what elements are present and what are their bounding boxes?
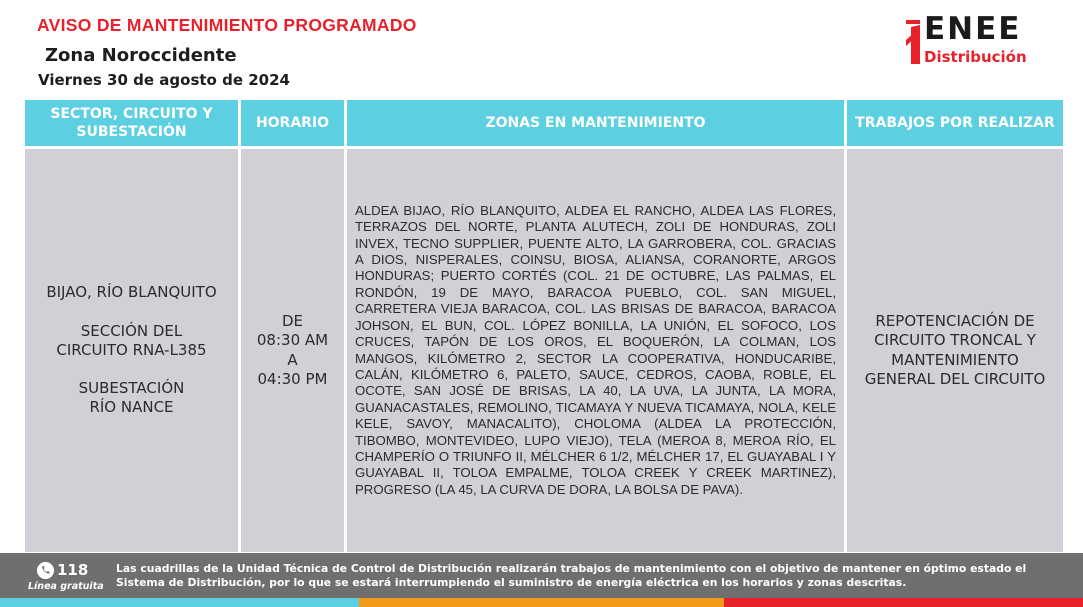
cell-sector xyxy=(25,149,238,552)
footer-bar xyxy=(0,553,1083,598)
horario-a: A xyxy=(287,350,298,369)
stripe-cyan xyxy=(0,598,359,607)
hotline-number: 118 xyxy=(57,561,89,579)
table-row xyxy=(25,149,1063,552)
zonas-list: ALDEA BIJAO, RÍO BLANQUITO, ALDEA EL RANCHO, ALDEA LAS FLORES, TERRAZOS DEL NORTE, PLANTA ALUTECH, ZOLI DE HONDURAS, ZOLI INVEX, TECNO SUPPLIER, PUENTE ALTO, LA GARROBERA, COL. GRACIAS A DIOS, NISPERALES, COINSU, BIOSA, ALIANSA, CORANORTE, ARGOS HONDURAS; PUERTO CORTÉS (COL. 21 DE OCTUBRE, LAS PALMAS, EL RONDÓN, 19 DE MAYO, BARACOA PUEBLO, COL. SAN MIGUEL, CARRETERA VIEJA BARACOA, COL. LAS BRISAS DE BARACOA, BARACOA JOHSON, EL BUN, COL. LÓPEZ BONILLA, LA UNIÓN, EL SOFOCO, LOS CRUCES, TAPÓN DE LOS OROS, EL BOQUERÓN, LA COLMAN, LOS MANGOS, KILÓMETRO 2, SECTOR LA COOPERATIVA, HONDUCARIBE, CALÁN, KILÓMETRO 6, PALETO, SAUCE, CEDROS, CAOBA, ROBLE, EL OCOTE, SAN JOSÉ DE BRISAS, LA 40, LA UVA, LA JUNTA, LA MORA, GUANACASTALES, REMOLINO, TICAMAYA Y NUEVA TICAMAYA, NOLA, KELE KELE, SAVOY, MANACALITO), CHOLOMA (ALDEA LA PROTECCIÓN, TIBOMBO, MONTEVIDEO, LUPO VIEJO), TELA (MEROA 8, MEROA RÍO, EL CHAMPERÍO O TRIUNFO II, MÉLCHER 6 1/2, MÉLCHER 17, EL GUAYABAL I Y GUAYABAL II, TOLOA EMPALME, TOLOA CREEK Y CREEK MARTINEZ), PROGRESO (LA 45, LA CURVA DE DORA, LA BOLSA DE PAVA). xyxy=(355,202,836,497)
substation: SUBESTACIÓN RÍO NANCE xyxy=(78,379,185,417)
header-trabajos: TRABAJOS POR REALIZAR xyxy=(847,100,1063,146)
horario-fin: 04:30 PM xyxy=(257,369,328,388)
cell-horario xyxy=(241,149,344,552)
stripe-orange xyxy=(359,598,724,607)
hotline xyxy=(27,560,104,594)
trabajos-text: REPOTENCIACIÓN DE CIRCUITO TRONCAL Y MANTENIMIENTO GENERAL DEL CIRCUITO xyxy=(864,311,1046,388)
bottom-color-stripes xyxy=(0,598,1083,607)
enee-logo-mark-icon xyxy=(906,20,920,64)
sector-name: BIJAO, RÍO BLANQUITO xyxy=(46,283,217,302)
stripe-red xyxy=(724,598,1083,607)
header-horario: HORARIO xyxy=(241,100,344,146)
zone-title: Zona Noroccidente xyxy=(45,45,237,66)
logo-brand: ENEE xyxy=(924,11,1022,47)
circuit-section: SECCIÓN DEL CIRCUITO RNA-L385 xyxy=(56,321,207,359)
header-zonas: ZONAS EN MANTENIMIENTO xyxy=(347,100,844,146)
table-header-row xyxy=(25,100,1063,146)
phone-icon xyxy=(37,562,54,579)
horario-inicio: 08:30 AM xyxy=(256,331,329,350)
header-sector: SECTOR, CIRCUITO Y SUBESTACIÓN xyxy=(25,100,238,146)
hotline-label: Línea gratuita xyxy=(28,581,104,592)
cell-trabajos xyxy=(847,149,1063,552)
horario-de: DE xyxy=(281,311,304,330)
footer-disclaimer: Las cuadrillas de la Unidad Técnica de Control de Distribución realizarán trabajos de mantenimiento con el objetivo de mantener en óptimo estado el Sistema de Distribución, por lo que se estará interrumpiendo el suministro de energía eléctrica en los horarios y zonas descritas. xyxy=(116,562,1027,589)
maintenance-table xyxy=(22,100,1066,552)
logo-subtitle: Distribución xyxy=(924,48,1027,66)
enee-logo xyxy=(903,11,1063,69)
cell-zonas xyxy=(347,149,844,552)
date-line: Viernes 30 de agosto de 2024 xyxy=(38,71,290,89)
notice-title: AVISO DE MANTENIMIENTO PROGRAMADO xyxy=(37,15,417,35)
